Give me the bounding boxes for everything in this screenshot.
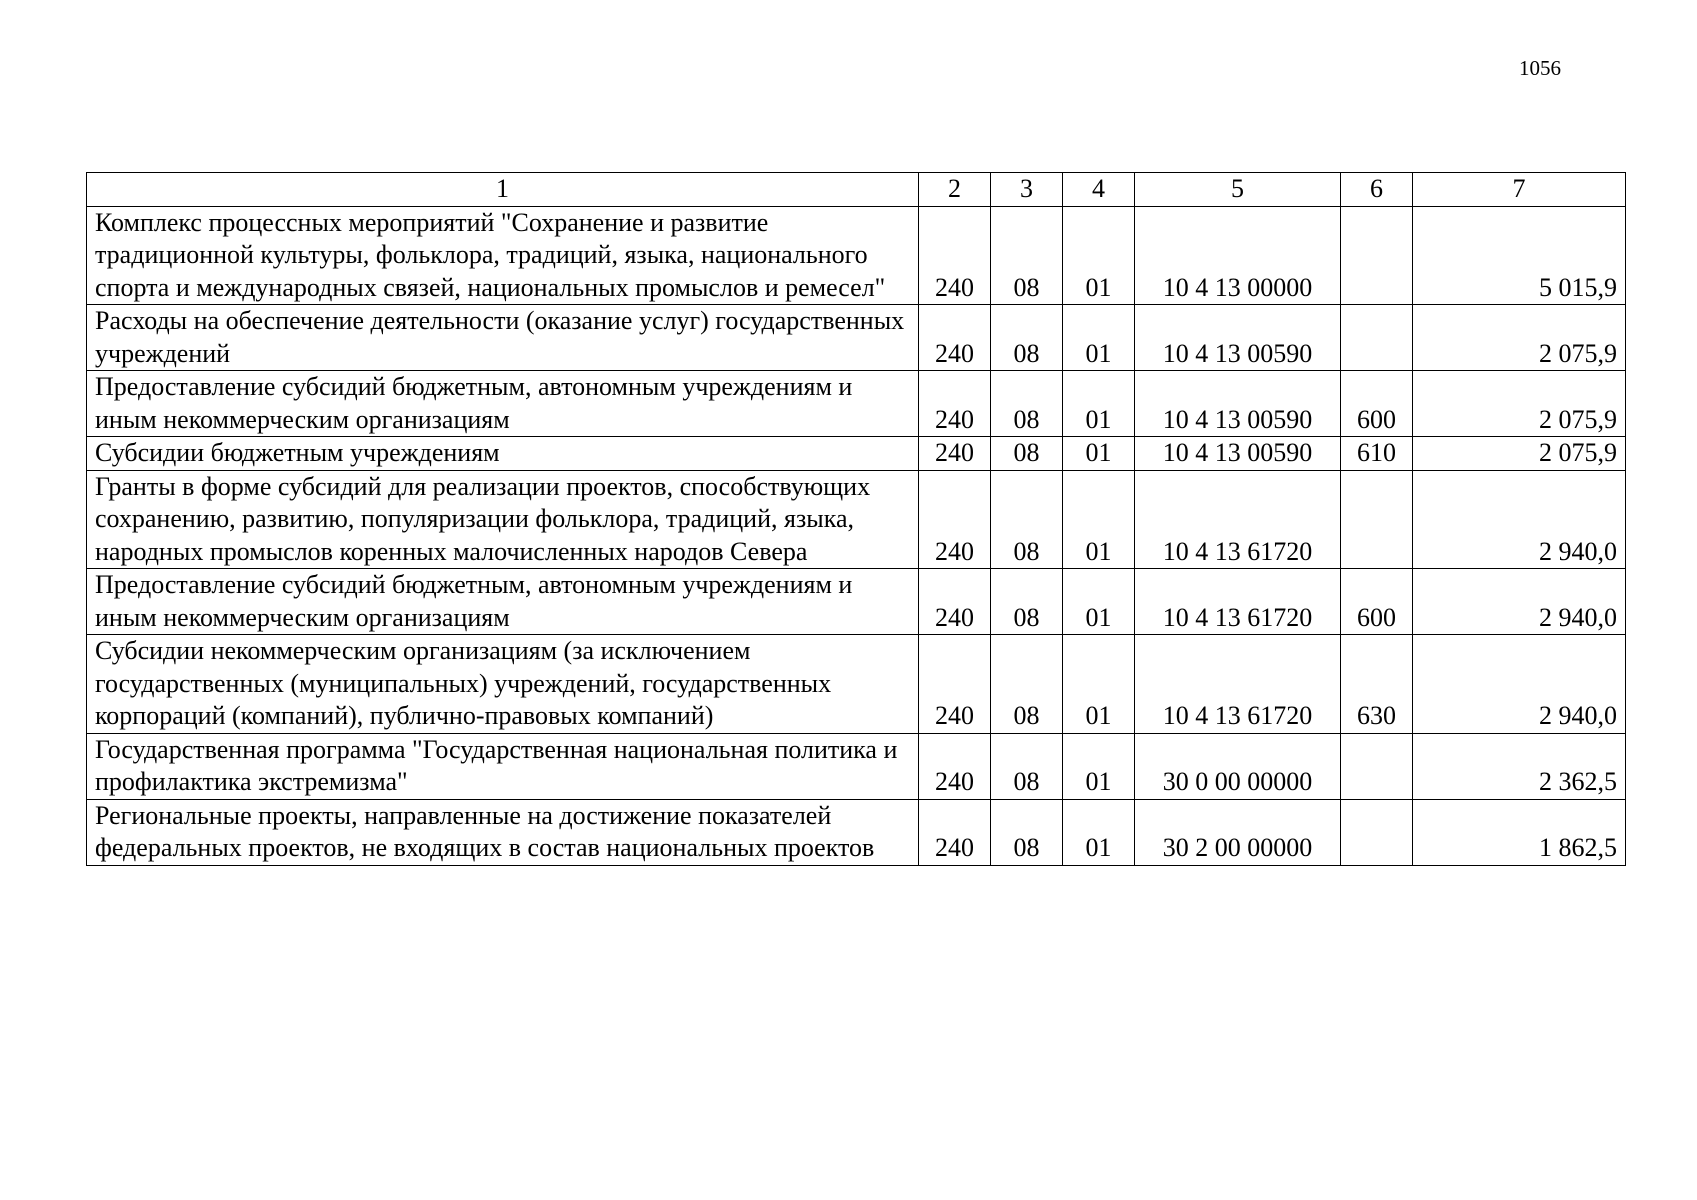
row-cell [1341,799,1413,865]
row-amount-cell: 5 015,9 [1413,206,1626,305]
row-cell: 08 [991,635,1063,734]
row-cell: 240 [919,371,991,437]
table-row [87,635,1626,734]
table-row [87,569,1626,635]
row-cell: 30 0 00 00000 [1135,733,1341,799]
row-amount-cell: 2 075,9 [1413,371,1626,437]
row-cell: 08 [991,437,1063,471]
row-amount-cell: 2 940,0 [1413,635,1626,734]
row-cell: 08 [991,470,1063,569]
row-cell: 240 [919,470,991,569]
row-cell: 01 [1063,799,1135,865]
row-amount-cell: 1 862,5 [1413,799,1626,865]
row-cell: 08 [991,206,1063,305]
row-cell: 240 [919,437,991,471]
row-cell: 10 4 13 61720 [1135,569,1341,635]
row-cell: 240 [919,733,991,799]
row-amount-cell: 2 940,0 [1413,569,1626,635]
row-amount-cell: 2 940,0 [1413,470,1626,569]
row-cell: 600 [1341,371,1413,437]
row-cell: 10 4 13 61720 [1135,635,1341,734]
row-cell: 01 [1063,305,1135,371]
row-name-cell: Региональные проекты, направленные на достижение показателей федеральных проектов, не входящих в состав национальных проектов [87,799,919,865]
row-cell [1341,733,1413,799]
row-cell: 10 4 13 00000 [1135,206,1341,305]
table-row [87,733,1626,799]
row-cell: 240 [919,799,991,865]
row-amount-cell: 2 075,9 [1413,305,1626,371]
column-header: 3 [991,173,1063,207]
row-cell: 10 4 13 00590 [1135,437,1341,471]
row-name-cell: Комплекс процессных мероприятий "Сохранение и развитие традиционной культуры, фольклора, традиций, языка, национального спорта и международных связей, национальных промыслов и ремесел" [87,206,919,305]
table-row [87,371,1626,437]
row-name-cell: Гранты в форме субсидий для реализации проектов, способствующих сохранению, развитию, популяризации фольклора, традиций, языка, народных промыслов коренных малочисленных народов Севера [87,470,919,569]
row-cell: 01 [1063,470,1135,569]
row-cell: 610 [1341,437,1413,471]
column-header: 2 [919,173,991,207]
header-row [87,173,1626,207]
row-cell: 240 [919,305,991,371]
row-cell: 01 [1063,371,1135,437]
row-cell: 08 [991,733,1063,799]
row-cell: 08 [991,371,1063,437]
table-row [87,305,1626,371]
row-cell: 08 [991,569,1063,635]
row-amount-cell: 2 075,9 [1413,437,1626,471]
row-cell: 630 [1341,635,1413,734]
row-cell: 01 [1063,635,1135,734]
row-cell: 10 4 13 00590 [1135,371,1341,437]
row-name-cell: Предоставление субсидий бюджетным, автономным учреждениям и иным некоммерческим организациям [87,371,919,437]
column-header: 6 [1341,173,1413,207]
row-cell: 240 [919,569,991,635]
budget-table [86,172,1626,866]
column-header: 5 [1135,173,1341,207]
row-cell [1341,305,1413,371]
row-cell: 240 [919,206,991,305]
row-name-cell: Субсидии некоммерческим организациям (за исключением государственных (муниципальных) учреждений, государственных корпораций (компаний), публично-правовых компаний) [87,635,919,734]
row-cell: 08 [991,799,1063,865]
row-cell: 600 [1341,569,1413,635]
page-number: 1056 [1519,56,1561,80]
row-cell [1341,206,1413,305]
row-name-cell: Государственная программа "Государственная национальная политика и профилактика экстремизма" [87,733,919,799]
table-row [87,799,1626,865]
column-header: 7 [1413,173,1626,207]
column-header: 4 [1063,173,1135,207]
table-row [87,437,1626,471]
row-cell: 01 [1063,569,1135,635]
row-cell: 10 4 13 61720 [1135,470,1341,569]
row-cell: 10 4 13 00590 [1135,305,1341,371]
row-cell: 01 [1063,733,1135,799]
row-amount-cell: 2 362,5 [1413,733,1626,799]
row-name-cell: Субсидии бюджетным учреждениям [87,437,919,471]
row-name-cell: Предоставление субсидий бюджетным, автономным учреждениям и иным некоммерческим организациям [87,569,919,635]
table-row [87,206,1626,305]
row-cell: 30 2 00 00000 [1135,799,1341,865]
column-header: 1 [87,173,919,207]
row-name-cell: Расходы на обеспечение деятельности (оказание услуг) государственных учреждений [87,305,919,371]
row-cell: 01 [1063,437,1135,471]
table-row [87,470,1626,569]
row-cell: 01 [1063,206,1135,305]
row-cell [1341,470,1413,569]
row-cell: 08 [991,305,1063,371]
row-cell: 240 [919,635,991,734]
